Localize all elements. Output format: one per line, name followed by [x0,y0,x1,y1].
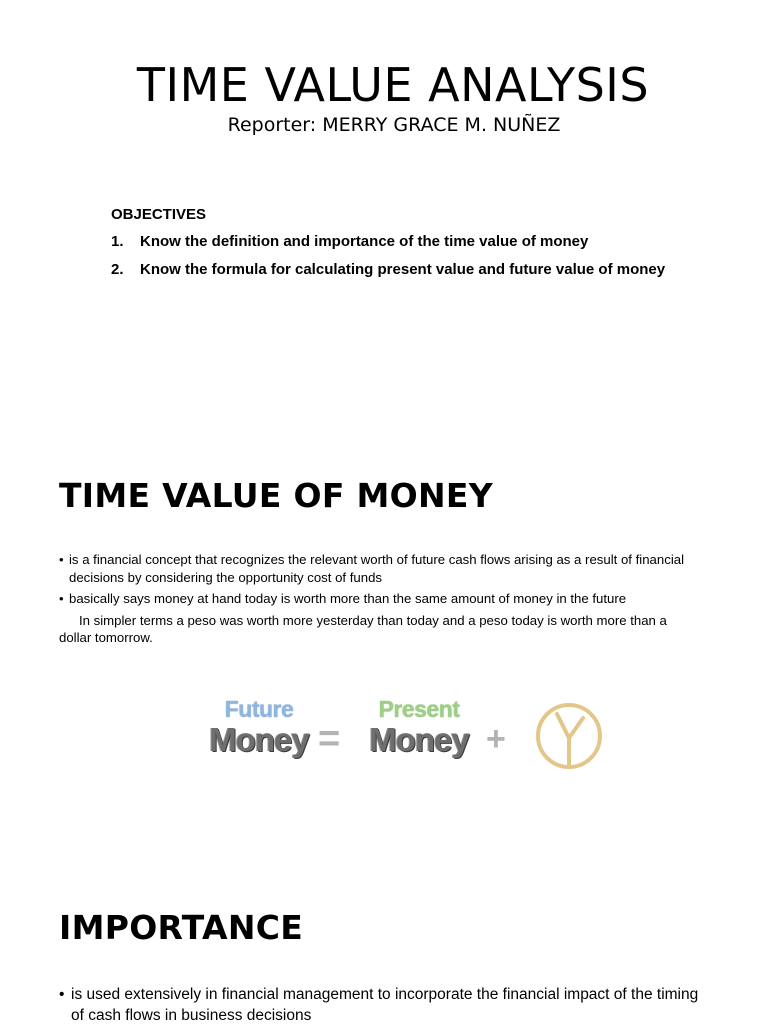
present-money-term [364,696,474,758]
section-title-importance: IMPORTANCE [59,908,304,947]
objectives-heading: OBJECTIVES [111,206,207,223]
clock-hour-hand [557,714,569,738]
objective-text: Know the definition and importance of the time value of money [140,233,589,250]
explanation-paragraph: In simpler terms a peso was worth more yesterday than today and a peso today is worth more than a dollar tomorrow. [59,612,667,645]
objective-item [111,231,711,252]
present-money-word: Money [369,721,469,758]
equals-sign: = [318,718,341,760]
bullet-text: is used extensively in financial management to incorporate the financial impact of the timing of cash flows in business decisions [71,986,699,1024]
list-item [59,590,699,608]
future-money-word: Money [209,721,309,758]
future-money-term [204,696,314,758]
bullet-icon: • [59,552,64,567]
page-title: TIME VALUE ANALYSIS [136,58,650,112]
future-label: Future [224,696,294,722]
objective-item [111,259,711,280]
tvm-bullet-list [59,551,699,647]
present-label: Present [378,696,460,722]
money-equation-graphic [200,692,620,782]
objective-text: Know the formula for calculating present value and future value of money [140,261,666,278]
list-item [59,984,709,1024]
reporter-line: Reporter: MERRY GRACE M. NUÑEZ [227,114,561,136]
bullet-icon: • [59,591,64,606]
plus-sign: + [486,720,506,758]
objective-number: 2. [111,261,124,278]
bullet-icon: • [59,986,65,1003]
clock-minute-hand [569,718,583,738]
section-title-time-value-of-money: TIME VALUE OF MONEY [59,476,493,515]
bullet-text: basically says money at hand today is worth more than the same amount of money in the future [69,591,627,606]
bullet-text: is a financial concept that recognizes the relevant worth of future cash flows arising as a result of financial decisions by considering the opportunity cost of funds [69,552,685,585]
objectives-block [111,204,711,287]
objective-number: 1. [111,233,124,250]
list-item [59,551,699,586]
clock-icon [533,700,605,772]
importance-bullet-list [59,984,709,1024]
